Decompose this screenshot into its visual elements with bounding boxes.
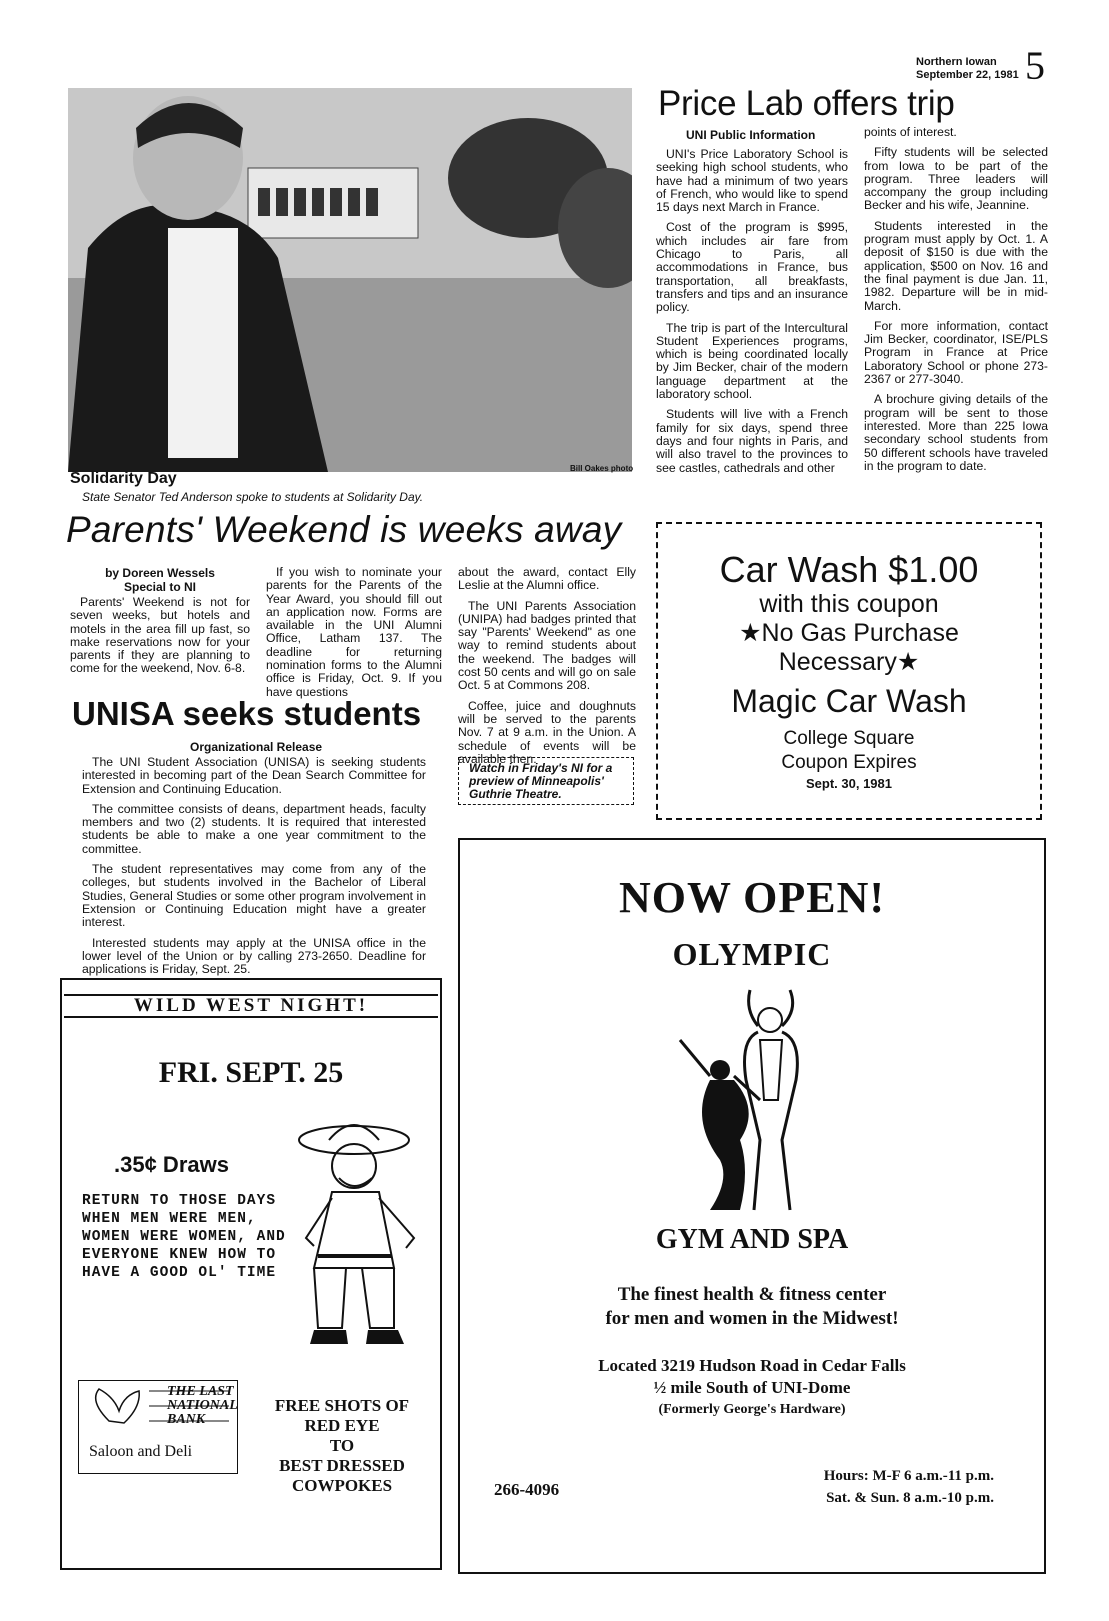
olympic-gym-ad [458,838,1046,1574]
free-shots-line: FREE SHOTS OF [274,1396,410,1415]
gym-tagline-1: The finest health & fitness center [617,1284,887,1305]
photo-title: Solidarity Day [70,470,177,487]
wild-west-draws: .35¢ Draws [114,1152,229,1177]
free-shots-line: RED EYE [304,1416,380,1435]
paragraph: The UNI Student Association (UNISA) is seeking students interested in becoming part of the Dean Search Committee for Extension and Continuing Education. [82,755,426,796]
paragraph: UNI's Price Laboratory School is seeking high school students, who have had a minimum of two years of French, who would like to spend 15 days next March in France. [656,147,848,215]
gym-and-spa-heading: GYM AND SPA [655,1224,849,1255]
gym-hours-weekend: Sat. & Sun. 8 a.m.-10 p.m. [826,1490,994,1506]
car-wash-location: College Square [783,728,915,749]
bodybuilder-illustration-icon [650,980,850,1220]
car-wash-expires-date: Sept. 30, 1981 [806,776,892,791]
paragraph: The student representatives may come from any of the colleges, but students involved in the Bachelor of Liberal Studies, General Studies or some other program involvement in Extension or Continuing Education might have a greater interest. [82,862,426,930]
parents-weekend-byline [70,566,250,594]
byline-author: by Doreen Wessels [105,566,215,580]
paragraph: If you wish to nominate your parents for the Parents of the Year Award, you should fill out an application now. Forms are available in the UNI Alumni Office, Latham 137. The deadline for returning nomination forms to the Alumni office is Friday, Oct. 9. If you have questions [266,565,442,699]
paragraph: Coffee, juice and doughnuts will be served to the parents Nov. 7 at 9 a.m. in the Union. A schedule of events will be available then. [458,698,636,766]
paragraph: Fifty students will be selected from Iowa to be part of the program. Three leaders will accompany the group including Becker and his wife, Jeannine. [864,145,1048,213]
paragraph: Cost of the program is $995, which includes air fare from Chicago to Paris, all accommodations in France, bus transportation, all breakfasts, transfers and tips and an insurance policy. [656,220,848,315]
parents-weekend-column-3 [458,566,636,773]
gym-location-directions: ½ mile South of UNI-Dome [653,1378,851,1397]
masthead-date: September 22, 1981 [916,69,1019,81]
solidarity-day-photo [68,88,632,472]
gym-tagline-2: for men and women in the Midwest! [605,1308,899,1329]
paragraph: For more information, contact Jim Becker, coordinator, ISE/PLS Program in France at Price Laboratory School or phone 273-2367 or 277-3040. [864,318,1048,387]
watch-friday-box: Watch in Friday's NI for a preview of Minneapolis' Guthrie Theatre. [458,757,634,805]
paragraph: Students will live with a French family for six days, spend three days and four nights in Paris, and will also travel to the provinces to see castles, cathedrals and other [656,407,848,475]
byline-source: Special to NI [123,580,197,594]
car-wash-no-gas: ★No Gas Purchase [739,619,959,647]
photo-credit: Bill Oakes photo [570,464,634,473]
parents-weekend-column-2 [266,566,442,706]
wild-west-banner: WILD WEST NIGHT! [64,994,438,1018]
price-lab-column-1 [656,148,848,482]
parents-weekend-column-1 [70,596,250,683]
car-wash-coupon-line: with this coupon [759,590,939,618]
free-shots-line: TO [329,1436,355,1455]
unisa-byline: Organizational Release [190,740,323,754]
masthead-paper-name: Northern Iowan [916,56,997,68]
free-shots-offer [252,1396,432,1496]
paragraph: Students interested in the program must apply by Oct. 1. A deposit of $150 is due with the application, $500 on Nov. 16 and the final payment is due Jan. 11, 1982. Departure will be in mid-March. [864,218,1048,313]
last-national-bank-logo [78,1380,238,1474]
cowboy-illustration-icon [284,1118,434,1358]
gym-phone: 266-4096 [494,1480,560,1499]
car-wash-price: Car Wash $1.00 [719,549,979,590]
photo-caption: State Senator Ted Anderson spoke to students at Solidarity Day. [82,490,424,504]
paragraph: The UNI Parents Association (UNIPA) had badges printed that say "Parents' Weekend" as one way to remind students about the weekend. The badges will cost 50 cents and will go on sale Oct. 5 at Commons 208. [458,598,636,693]
free-shots-line: COWPOKES [291,1476,393,1495]
price-lab-byline: UNI Public Information [686,128,816,142]
olympic-name: OLYMPIC [672,936,832,972]
page-number: 5 [1025,43,1045,88]
wild-west-night-ad [60,978,442,1570]
paragraph: Interested students may apply at the UNISA office in the lower level of the Union or by calling 273-2650. Deadline for applications is Friday, Sept. 25. [82,935,426,977]
car-wash-name: Magic Car Wash [731,683,967,719]
free-shots-line: BEST DRESSED [279,1456,405,1475]
car-wash-necessary: Necessary★ [778,648,920,676]
paragraph: The committee consists of deans, department heads, faculty members and two (2) students. It is required that interested students be able to make a one year commitment to the committee. [82,801,426,856]
bank-subtitle: Saloon and Deli [89,1443,193,1460]
paragraph: Parents' Weekend is not for seven weeks, but hotels and motels in the area fill up fast, so make reservations now for your parents if they are planning to come for the weekend, Nov. 6-8. [70,595,250,676]
wild-west-date: FRI. SEPT. 25 [158,1056,344,1089]
wild-west-slogan: RETURN TO THOSE DAYS WHEN MEN WERE MEN, WOMEN WERE WOMEN, AND EVERYONE KNEW HOW TO HAVE A GOOD OL' TIME [82,1193,286,1281]
car-wash-coupon [656,522,1042,820]
paragraph: The trip is part of the Intercultural Student Experiences programs, which is being coordinated locally by Jim Becker, chair of the modern language department at the laboratory school. [656,320,848,402]
paragraph: about the award, contact Elly Leslie at the Alumni office. [458,565,636,593]
price-lab-headline: Price Lab offers trip [658,84,955,123]
parents-weekend-headline: Parents' Weekend is weeks away [66,509,622,550]
gym-hours-weekday: Hours: M-F 6 a.m.-11 p.m. [823,1468,994,1484]
gym-location-formerly: (Formerly George's Hardware) [658,1402,846,1417]
bank-name: THE LAST NATIONAL BANK [167,1384,238,1427]
unisa-headline: UNISA seeks students [72,695,422,732]
paragraph: A brochure giving details of the program will be sent to those interested. More than 225 Iowa secondary school students from 50 different schools have traveled in the program to date. [864,392,1048,473]
car-wash-expires-label: Coupon Expires [781,752,917,773]
unisa-article-body [82,756,426,983]
price-lab-column-2 [864,126,1048,480]
gym-location-address: Located 3219 Hudson Road in Cedar Falls [598,1356,906,1375]
now-open-heading: NOW OPEN! [618,873,886,922]
paragraph: points of interest. [864,125,957,139]
